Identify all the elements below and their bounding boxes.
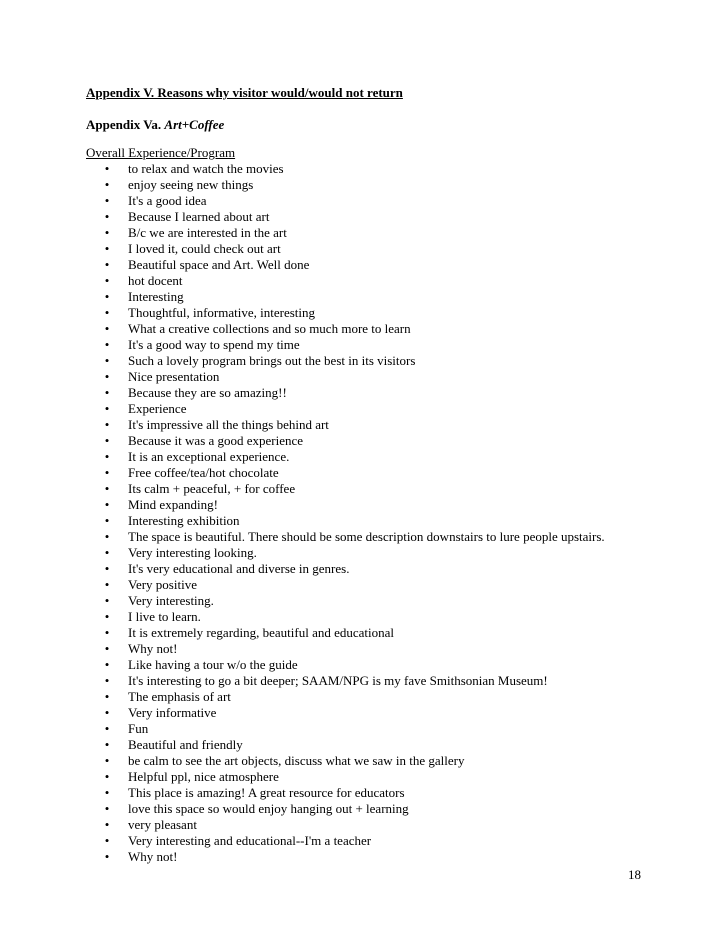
bullet-icon: • (104, 401, 110, 416)
list-item-text: enjoy seeing new things (128, 177, 254, 192)
list-item-text: I loved it, could check out art (128, 241, 281, 256)
bullet-icon: • (104, 737, 110, 752)
list-item-text: It's interesting to go a bit deeper; SAAM/NPG is my fave Smithsonian Museum! (128, 673, 548, 688)
list-item-text: It's very educational and diverse in genres. (128, 561, 350, 576)
subheading-prefix: Appendix Va. (86, 117, 162, 132)
bullet-icon: • (104, 177, 110, 192)
list-item-text: Fun (128, 721, 149, 736)
list-item-text: Because it was a good experience (128, 433, 304, 448)
bullet-icon: • (104, 769, 110, 784)
list-item-text: This place is amazing! A great resource for educators (128, 785, 405, 800)
list-item-text: Free coffee/tea/hot chocolate (128, 465, 279, 480)
bullet-icon: • (104, 801, 110, 816)
list-item-text: Beautiful space and Art. Well done (128, 257, 310, 272)
bullet-icon: • (104, 721, 110, 736)
list-item-text: What a creative collections and so much more to learn (128, 321, 411, 336)
appendix-heading: Appendix V. Reasons why visitor would/would not return (86, 85, 403, 100)
bullet-icon: • (104, 305, 110, 320)
list-item-text: Beautiful and friendly (128, 737, 243, 752)
list-item-text: It is an exceptional experience. (128, 449, 290, 464)
list-item-text: Why not! (128, 641, 178, 656)
bullet-icon: • (104, 833, 110, 848)
list-item-text: Thoughtful, informative, interesting (128, 305, 316, 320)
bullet-icon: • (104, 481, 110, 496)
bullet-icon: • (104, 561, 110, 576)
list-item-text: Why not! (128, 849, 178, 864)
list-item-text: It's a good way to spend my time (128, 337, 300, 352)
bullet-icon: • (104, 225, 110, 240)
bullet-icon: • (104, 689, 110, 704)
list-item-text: Because they are so amazing!! (128, 385, 287, 400)
bullet-icon: • (104, 385, 110, 400)
bullet-icon: • (104, 817, 110, 832)
list-item-text: Very positive (128, 577, 197, 592)
bullet-icon: • (104, 673, 110, 688)
bullet-icon: • (104, 289, 110, 304)
bullet-icon: • (104, 849, 110, 864)
list-item-text: Like having a tour w/o the guide (128, 657, 298, 672)
bullet-icon: • (104, 321, 110, 336)
bullet-icon: • (104, 353, 110, 368)
list-item-text: Very interesting looking. (128, 545, 257, 560)
list-item-text: I live to learn. (128, 609, 201, 624)
bullet-icon: • (104, 209, 110, 224)
list-item-text: Such a lovely program brings out the best in its visitors (128, 353, 416, 368)
bullet-icon: • (104, 449, 110, 464)
list-item-text: It is extremely regarding, beautiful and educational (128, 625, 395, 640)
bullet-icon: • (104, 545, 110, 560)
bullet-icon: • (104, 705, 110, 720)
bullet-icon: • (104, 337, 110, 352)
list-item-text: hot docent (128, 273, 183, 288)
bullet-icon: • (104, 513, 110, 528)
list-item-text: B/c we are interested in the art (128, 225, 287, 240)
list-item-text: Its calm + peaceful, + for coffee (128, 481, 296, 496)
list-item-text: It's a good idea (128, 193, 207, 208)
bullet-icon: • (104, 433, 110, 448)
list-item-text: Mind expanding! (128, 497, 218, 512)
bullet-icon: • (104, 625, 110, 640)
bullet-icon: • (104, 273, 110, 288)
bullet-icon: • (104, 641, 110, 656)
bullet-icon: • (104, 193, 110, 208)
page-number: 18 (628, 867, 641, 882)
list-item-text: Very interesting and educational--I'm a teacher (128, 833, 372, 848)
list-item-text: The space is beautiful. There should be some description downstairs to lure people upstairs. (128, 529, 605, 544)
bullet-icon: • (104, 593, 110, 608)
bullet-icon: • (104, 609, 110, 624)
list-item-text: Very interesting. (128, 593, 214, 608)
list-item-text: Interesting (128, 289, 184, 304)
list-item-text: Helpful ppl, nice atmosphere (128, 769, 279, 784)
list-item-text: Experience (128, 401, 187, 416)
bullet-icon: • (104, 257, 110, 272)
bullet-icon: • (104, 241, 110, 256)
list-item-text: very pleasant (128, 817, 197, 832)
list-item-text: to relax and watch the movies (128, 161, 284, 176)
bullet-icon: • (104, 497, 110, 512)
list-item-text: Very informative (128, 705, 217, 720)
list-item-text: The emphasis of art (128, 689, 231, 704)
bullet-icon: • (104, 417, 110, 432)
list-item-text: Nice presentation (128, 369, 220, 384)
section-label: Overall Experience/Program (86, 145, 236, 160)
list-item-text: Because I learned about art (128, 209, 270, 224)
list-item-text: be calm to see the art objects, discuss what we saw in the gallery (128, 753, 465, 768)
list-item-text: Interesting exhibition (128, 513, 240, 528)
bullet-icon: • (104, 577, 110, 592)
bullet-icon: • (104, 785, 110, 800)
subheading-program-name: Art+Coffee (164, 117, 225, 132)
list-item-text: It's impressive all the things behind art (128, 417, 329, 432)
bullet-icon: • (104, 369, 110, 384)
appendix-subheading (86, 117, 224, 133)
bullet-icon: • (104, 657, 110, 672)
bullet-icon: • (104, 161, 110, 176)
bullet-icon: • (104, 529, 110, 544)
bullet-icon: • (104, 465, 110, 480)
bullet-icon: • (104, 753, 110, 768)
list-item-text: love this space so would enjoy hanging out + learning (128, 801, 409, 816)
